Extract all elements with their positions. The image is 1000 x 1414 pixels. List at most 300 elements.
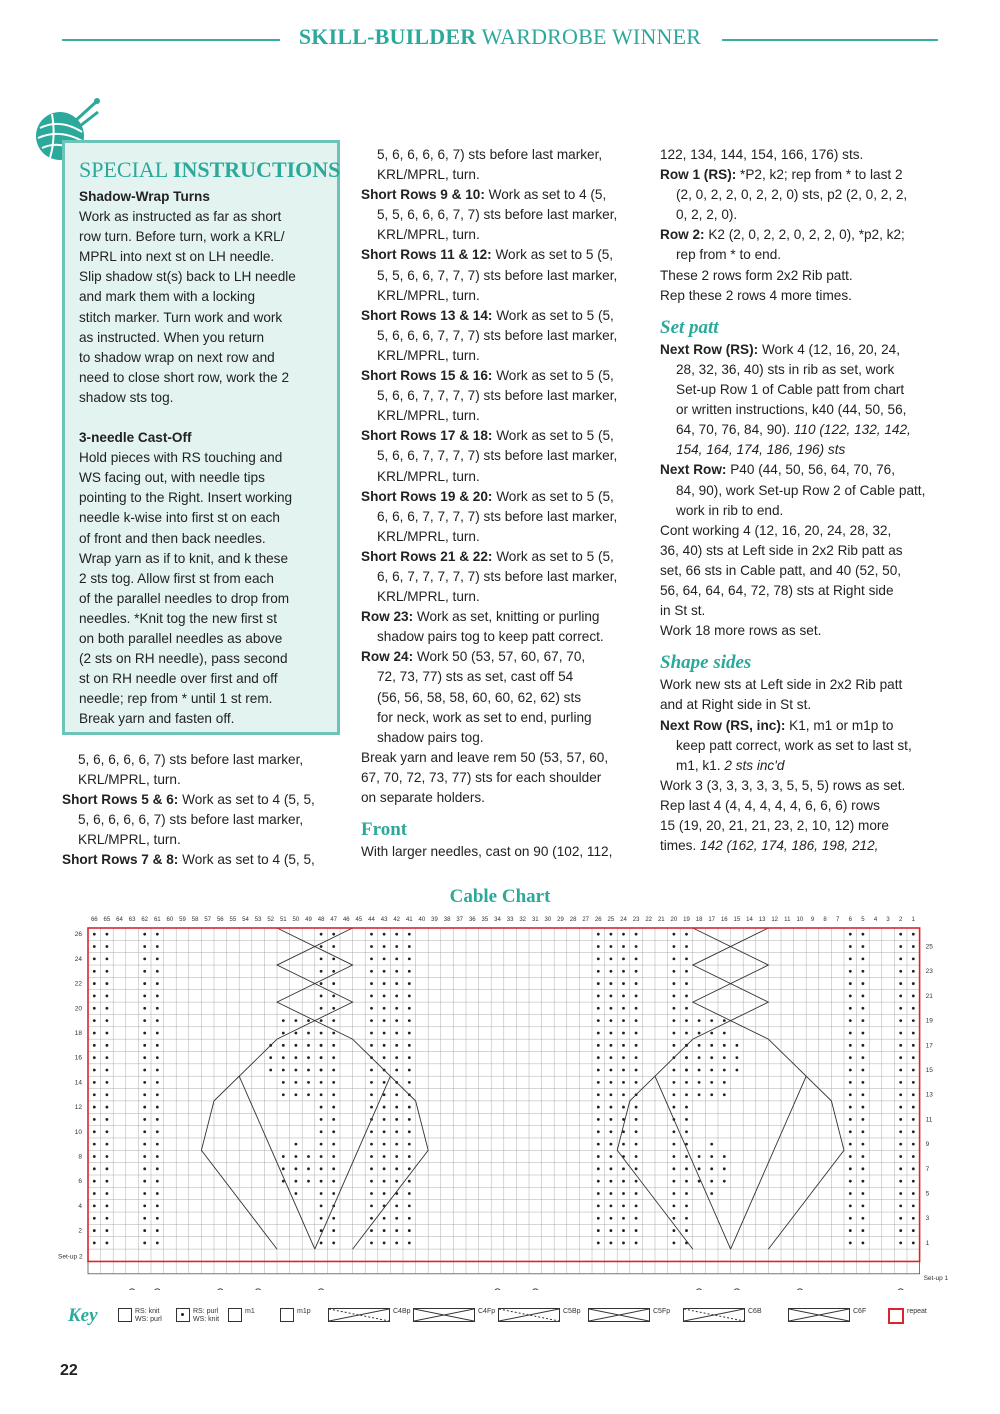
purl-dot: [156, 933, 159, 936]
purl-dot: [685, 1106, 688, 1109]
key-text: C4Bp: [393, 1308, 411, 1315]
purl-dot: [320, 1130, 323, 1133]
purl-dot: [106, 1093, 109, 1096]
purl-dot: [395, 1056, 398, 1059]
purl-dot: [635, 1106, 638, 1109]
purl-dot: [156, 945, 159, 948]
purl-dot: [862, 1180, 865, 1183]
column-1-text: [62, 750, 347, 871]
key-text: RS: knit: [135, 1308, 160, 1315]
purl-dot: [143, 1130, 146, 1133]
purl-dot: [862, 1007, 865, 1010]
chart-col-number-top: 20: [670, 917, 678, 923]
instruction-line: 67, 70, 72, 73, 77) sts for each shoulder: [361, 769, 602, 785]
chart-row-number: 21: [925, 992, 933, 1000]
purl-dot: [635, 1229, 638, 1232]
purl-dot: [106, 995, 109, 998]
purl-dot: [395, 1204, 398, 1207]
purl-dot: [332, 1007, 335, 1010]
purl-dot: [143, 1180, 146, 1183]
purl-dot: [383, 1118, 386, 1121]
m1-symbol: [318, 1289, 324, 1290]
chart-col-number-top: 24: [620, 917, 627, 923]
purl-dot: [685, 945, 688, 948]
m1-symbol: [898, 1289, 904, 1290]
chart-col-number-top: 35: [481, 917, 489, 923]
purl-dot: [395, 1167, 398, 1170]
chart-col-number-top: 21: [657, 917, 665, 923]
purl-dot: [156, 995, 159, 998]
purl-dot: [370, 1217, 373, 1220]
purl-dot: [862, 1093, 865, 1096]
shadow-wrap-line: Work as instructed as far as short: [79, 209, 282, 225]
purl-dot: [282, 1167, 285, 1170]
purl-dot: [849, 1069, 852, 1072]
purl-dot: [862, 1032, 865, 1035]
chart-row-number: 7: [925, 1165, 930, 1173]
purl-dot: [383, 1007, 386, 1010]
purl-dot: [143, 957, 146, 960]
purl-dot: [698, 1167, 701, 1170]
purl-dot: [383, 957, 386, 960]
purl-dot: [710, 1180, 713, 1183]
purl-dot: [106, 1242, 109, 1245]
purl-dot: [673, 1007, 676, 1010]
purl-dot: [849, 1204, 852, 1207]
purl-dot: [622, 933, 625, 936]
purl-dot: [332, 1081, 335, 1084]
purl-dot: [156, 1081, 159, 1084]
purl-dot: [912, 1204, 915, 1207]
purl-dot: [370, 945, 373, 948]
chart-row-number: 24: [74, 955, 82, 963]
purl-dot: [395, 957, 398, 960]
chart-col-number-top: 15: [733, 917, 741, 923]
purl-dot: [307, 1155, 310, 1158]
instruction-line: 15 (19, 20, 21, 21, 23, 2, 10, 12) more: [660, 818, 889, 833]
purl-dot: [899, 1093, 902, 1096]
purl-dot: [673, 1167, 676, 1170]
instruction-line: Cont working 4 (12, 16, 20, 24, 28, 32,: [660, 522, 892, 538]
purl-dot: [93, 1242, 96, 1245]
purl-dot: [395, 1007, 398, 1010]
m1-symbol: [255, 1289, 261, 1290]
purl-dot: [408, 1229, 411, 1232]
purl-dot: [710, 1143, 713, 1146]
purl-dot: [370, 1180, 373, 1183]
chart-col-number-top: 33: [506, 917, 514, 923]
purl-dot: [408, 957, 411, 960]
purl-dot: [685, 1130, 688, 1133]
chart-row-number: 16: [74, 1054, 82, 1062]
purl-dot: [332, 1155, 335, 1158]
instruction-line: KRL/MPRL, turn.: [377, 167, 480, 183]
castoff-line: needle k-wise into first st on each: [79, 510, 280, 526]
purl-dot: [597, 1192, 600, 1195]
purl-dot: [395, 1229, 398, 1232]
purl-dot: [370, 1106, 373, 1109]
purl-dot: [295, 1069, 298, 1072]
purl-dot: [156, 1130, 159, 1133]
purl-dot: [332, 1019, 335, 1022]
purl-dot: [307, 1019, 310, 1022]
purl-dot: [408, 1118, 411, 1121]
instruction-line: Work new sts at Left side in 2x2 Rib patt: [660, 677, 903, 693]
purl-dot: [610, 957, 613, 960]
purl-dot: [723, 1167, 726, 1170]
purl-dot: [698, 1081, 701, 1084]
purl-dot: [610, 1019, 613, 1022]
purl-dot: [635, 1081, 638, 1084]
key-text: C4Fp: [478, 1308, 496, 1315]
purl-dot: [849, 1118, 852, 1121]
purl-dot: [269, 1069, 272, 1072]
purl-dot: [408, 1242, 411, 1245]
purl-dot: [332, 995, 335, 998]
purl-dot: [899, 1217, 902, 1220]
key-c5fp: [588, 1308, 670, 1322]
purl-dot: [635, 945, 638, 948]
purl-dot: [862, 1081, 865, 1084]
purl-dot: [610, 1118, 613, 1121]
purl-dot: [673, 1229, 676, 1232]
purl-dot: [320, 970, 323, 973]
castoff-line: Wrap yarn as if to knit, and k these: [79, 550, 289, 566]
purl-dot: [673, 1032, 676, 1035]
m1-symbol: [154, 1289, 160, 1290]
purl-dot: [673, 995, 676, 998]
cable-chart: [58, 910, 948, 1290]
m1-symbol: [734, 1289, 740, 1290]
chart-col-number-top: 60: [166, 917, 174, 923]
purl-dot: [899, 957, 902, 960]
purl-dot: [295, 1032, 298, 1035]
purl-dot: [849, 1044, 852, 1047]
purl-dot: [307, 1044, 310, 1047]
chart-col-number-top: 16: [720, 917, 728, 923]
purl-dot: [106, 1044, 109, 1047]
purl-dot: [862, 995, 865, 998]
purl-dot: [156, 1204, 159, 1207]
purl-dot: [610, 945, 613, 948]
purl-dot: [143, 1242, 146, 1245]
purl-dot: [862, 1130, 865, 1133]
purl-dot: [370, 1242, 373, 1245]
instruction-line: 36, 40) sts at Left side in 2x2 Rib patt as: [660, 542, 903, 558]
key-text: C5Fp: [653, 1308, 671, 1315]
purl-dot: [408, 1155, 411, 1158]
purl-dot: [395, 1093, 398, 1096]
purl-dot: [622, 1217, 625, 1220]
purl-dot: [849, 1093, 852, 1096]
purl-dot: [849, 995, 852, 998]
purl-dot: [912, 1242, 915, 1245]
purl-dot: [710, 1081, 713, 1084]
purl-dot: [370, 1155, 373, 1158]
purl-dot: [622, 1032, 625, 1035]
purl-dot: [282, 1081, 285, 1084]
section-title: SKILL-BUILDER WARDROBE WINNER: [298, 24, 702, 49]
chart-col-number-top: 49: [305, 917, 312, 923]
purl-dot: [622, 1093, 625, 1096]
purl-dot: [320, 957, 323, 960]
purl-dot: [597, 1167, 600, 1170]
purl-dot: [320, 1081, 323, 1084]
purl-dot: [143, 1044, 146, 1047]
chart-col-number-top: 25: [607, 917, 615, 923]
purl-dot: [143, 1093, 146, 1096]
purl-dot: [698, 1044, 701, 1047]
purl-dot: [673, 1155, 676, 1158]
chart-col-number-top: 44: [368, 917, 375, 923]
purl-dot: [849, 1106, 852, 1109]
purl-dot: [395, 1130, 398, 1133]
purl-dot: [849, 1130, 852, 1133]
shadow-wrap-line: shadow sts tog.: [79, 389, 174, 405]
purl-dot: [295, 1180, 298, 1183]
purl-dot: [282, 1069, 285, 1072]
purl-dot: [143, 1007, 146, 1010]
purl-dot: [93, 1204, 96, 1207]
purl-dot: [622, 982, 625, 985]
purl-dot: [370, 933, 373, 936]
purl-dot: [93, 957, 96, 960]
purl-dot: [156, 1217, 159, 1220]
purl-dot: [597, 970, 600, 973]
instruction-line: 5, 6, 6, 7, 7, 7, 7) sts before last marker,: [377, 388, 618, 404]
purl-dot: [320, 933, 323, 936]
purl-dot: [320, 1217, 323, 1220]
purl-dot: [622, 957, 625, 960]
purl-dot: [295, 1192, 298, 1195]
special-instructions-title: SPECIAL INSTRUCTIONS: [79, 157, 341, 182]
purl-dot: [849, 933, 852, 936]
purl-dot: [370, 1093, 373, 1096]
purl-dot: [408, 1180, 411, 1183]
purl-dot: [710, 1056, 713, 1059]
purl-dot: [899, 1143, 902, 1146]
purl-dot: [912, 1093, 915, 1096]
purl-dot: [673, 1106, 676, 1109]
purl-dot: [635, 1242, 638, 1245]
instruction-line: 28, 32, 36, 40) sts in rib as set, work: [676, 361, 895, 377]
instruction-line: (56, 56, 58, 58, 60, 60, 62, 62) sts: [377, 689, 582, 705]
purl-dot: [156, 1143, 159, 1146]
purl-dot: [395, 945, 398, 948]
purl-dot: [862, 1069, 865, 1072]
purl-dot: [610, 1180, 613, 1183]
purl-dot: [93, 1044, 96, 1047]
purl-dot: [622, 1019, 625, 1022]
purl-dot: [723, 1056, 726, 1059]
purl-dot: [622, 1192, 625, 1195]
instruction-line: 5, 6, 6, 6, 6, 7) sts before last marker,: [78, 812, 304, 828]
chart-col-number-top: 19: [683, 917, 690, 923]
purl-dot: [320, 1242, 323, 1245]
purl-dot: [106, 1106, 109, 1109]
purl-dot: [408, 1167, 411, 1170]
purl-dot: [307, 1056, 310, 1059]
header-rule-right: [722, 39, 938, 41]
purl-dot: [862, 1217, 865, 1220]
m1-symbol: [217, 1289, 223, 1290]
purl-dot: [93, 1093, 96, 1096]
purl-dot: [156, 1155, 159, 1158]
purl-dot: [710, 1032, 713, 1035]
purl-dot: [635, 1118, 638, 1121]
instruction-line: Work 3 (3, 3, 3, 3, 3, 5, 5, 5) rows as set.: [660, 777, 906, 793]
chart-col-number-top: 7: [836, 917, 840, 923]
purl-dot: [736, 1044, 739, 1047]
page-header: [0, 24, 1000, 54]
purl-dot: [295, 1044, 298, 1047]
purl-dot: [143, 1069, 146, 1072]
purl-dot: [849, 1167, 852, 1170]
purl-dot: [332, 1217, 335, 1220]
purl-dot: [106, 1217, 109, 1220]
shadow-wrap-line: row turn. Before turn, work a KRL/: [79, 229, 285, 245]
purl-dot: [610, 1056, 613, 1059]
purl-dot: [912, 1217, 915, 1220]
instruction-line: Work 18 more rows as set.: [660, 623, 822, 639]
purl-dot: [635, 1069, 638, 1072]
purl-dot: [93, 1056, 96, 1059]
purl-dot: [106, 982, 109, 985]
instruction-line: 5, 5, 6, 6, 7, 7, 7) sts before last marker,: [377, 267, 618, 283]
purl-dot: [622, 1180, 625, 1183]
purl-dot: [622, 970, 625, 973]
key-repeat: [888, 1308, 927, 1324]
purl-dot: [395, 1180, 398, 1183]
chart-col-number-top: 65: [103, 917, 111, 923]
m1-symbol: [532, 1289, 538, 1290]
chart-row-number: 9: [925, 1141, 930, 1149]
purl-dot: [93, 1229, 96, 1232]
instruction-line: 154, 164, 174, 186, 196) sts: [676, 442, 846, 458]
purl-dot: [597, 1081, 600, 1084]
purl-dot: [597, 1106, 600, 1109]
purl-dot: [143, 1192, 146, 1195]
purl-dot: [849, 1192, 852, 1195]
purl-dot: [710, 1192, 713, 1195]
purl-dot: [395, 1217, 398, 1220]
key-text: WS: knit: [193, 1316, 220, 1323]
purl-dot: [899, 1242, 902, 1245]
purl-dot: [899, 1155, 902, 1158]
purl-dot: [282, 1019, 285, 1022]
purl-dot: [395, 1118, 398, 1121]
purl-dot: [849, 1155, 852, 1158]
shadow-wrap-line: Slip shadow st(s) back to LH needle: [79, 269, 296, 285]
purl-dot: [673, 1044, 676, 1047]
purl-dot: [597, 933, 600, 936]
purl-dot: [899, 982, 902, 985]
purl-dot: [370, 1229, 373, 1232]
purl-dot: [673, 945, 676, 948]
purl-dot: [862, 1167, 865, 1170]
chart-col-number-top: 8: [823, 917, 827, 923]
purl-dot: [610, 1093, 613, 1096]
purl-dot: [685, 1093, 688, 1096]
purl-dot: [295, 1019, 298, 1022]
purl-dot: [370, 1007, 373, 1010]
setup-1-label: Set-up 1: [923, 1274, 948, 1282]
chart-col-number-top: 50: [292, 917, 300, 923]
instruction-line: Short Rows 7 & 8: Work as set to 4 (5, 5,: [62, 852, 315, 868]
purl-dot: [912, 1118, 915, 1121]
chart-col-number-top: 18: [695, 917, 703, 923]
purl-dot: [282, 1032, 285, 1035]
purl-dot: [912, 1044, 915, 1047]
purl-dot: [685, 1032, 688, 1035]
purl-dot: [862, 1204, 865, 1207]
purl-dot: [862, 1229, 865, 1232]
purl-dot: [622, 1204, 625, 1207]
purl-dot: [332, 1130, 335, 1133]
purl-dot: [912, 1143, 915, 1146]
purl-dot: [673, 1093, 676, 1096]
purl-dot: [93, 1069, 96, 1072]
purl-dot: [862, 1118, 865, 1121]
key-c6b: [683, 1308, 762, 1322]
purl-dot: [899, 1044, 902, 1047]
purl-dot: [597, 1217, 600, 1220]
purl-dot: [93, 1007, 96, 1010]
purl-dot: [597, 1093, 600, 1096]
purl-dot: [282, 1056, 285, 1059]
purl-dot: [156, 1180, 159, 1183]
chart-row-number: 11: [925, 1116, 933, 1124]
purl-dot: [93, 1081, 96, 1084]
purl-dot: [610, 1217, 613, 1220]
purl-dot: [597, 1007, 600, 1010]
purl-dot: [912, 1167, 915, 1170]
chart-row-number: 8: [78, 1153, 82, 1161]
purl-dot: [862, 1242, 865, 1245]
purl-dot: [332, 1044, 335, 1047]
purl-dot: [912, 1192, 915, 1195]
castoff-line: WS facing out, with needle tips: [79, 470, 265, 486]
chart-col-number-top: 32: [519, 917, 527, 923]
purl-dot: [320, 945, 323, 948]
purl-dot: [332, 957, 335, 960]
purl-dot: [408, 1130, 411, 1133]
instruction-line: 6, 6, 7, 7, 7, 7, 7) sts before last marker,: [377, 568, 618, 584]
purl-dot: [408, 1192, 411, 1195]
chart-col-number-top: 10: [796, 917, 804, 923]
purl-dot: [370, 957, 373, 960]
purl-dot: [106, 933, 109, 936]
purl-dot: [912, 933, 915, 936]
chart-row-number: 23: [925, 968, 933, 976]
purl-dot: [912, 995, 915, 998]
purl-dot: [408, 945, 411, 948]
instruction-line: Rep last 4 (4, 4, 4, 4, 4, 6, 6, 6) rows: [660, 797, 880, 813]
instruction-line: Break yarn and leave rem 50 (53, 57, 60,: [361, 749, 609, 765]
purl-dot: [106, 1204, 109, 1207]
purl-dot: [320, 1155, 323, 1158]
purl-dot: [849, 1143, 852, 1146]
chart-col-number-top: 41: [405, 917, 413, 923]
purl-dot: [156, 1242, 159, 1245]
purl-dot: [93, 1192, 96, 1195]
purl-dot: [685, 957, 688, 960]
purl-dot: [635, 995, 638, 998]
purl-dot: [723, 1032, 726, 1035]
purl-dot: [597, 1155, 600, 1158]
purl-dot: [395, 1143, 398, 1146]
purl-dot: [332, 1106, 335, 1109]
